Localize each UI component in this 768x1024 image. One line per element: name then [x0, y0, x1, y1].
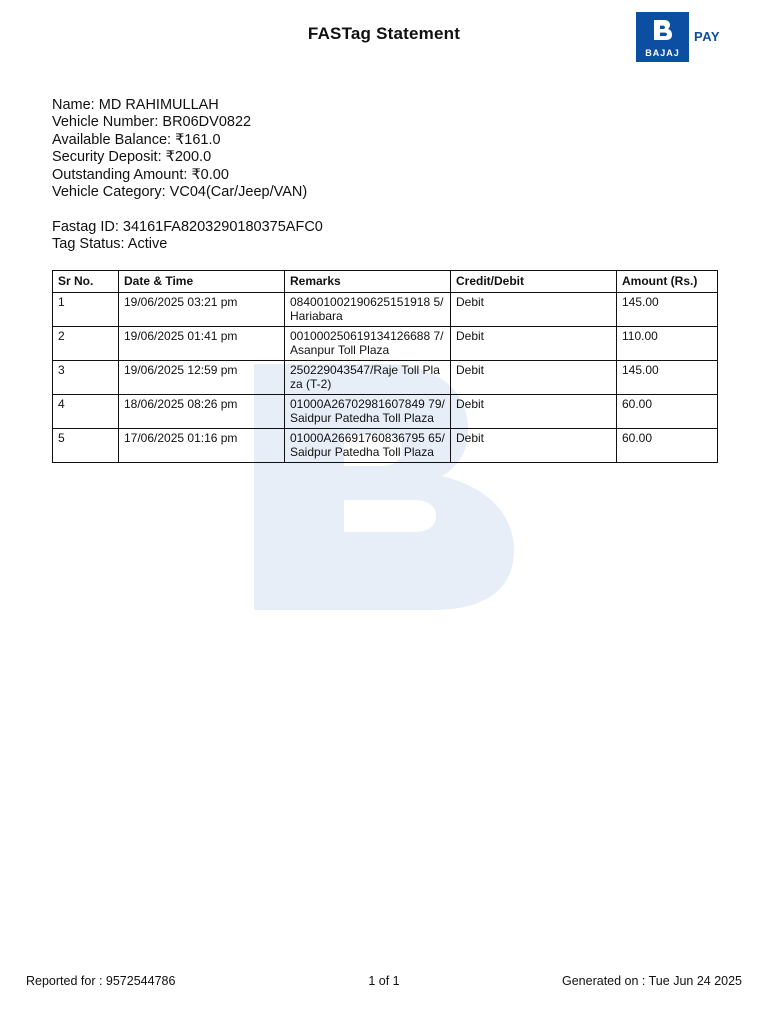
transactions-table — [52, 270, 718, 463]
cell-credit-debit: Debit — [451, 326, 617, 360]
cell-sr-no: 2 — [53, 326, 119, 360]
bajaj-b-icon — [653, 19, 673, 41]
cell-sr-no: 1 — [53, 292, 119, 326]
cell-amount: 145.00 — [617, 292, 718, 326]
account-details — [52, 97, 323, 254]
logo-pay-text: PAY — [694, 29, 721, 44]
cell-amount: 145.00 — [617, 360, 718, 394]
security-deposit: Security Deposit: ₹200.0 — [52, 149, 212, 166]
cell-date-time: 19/06/2025 03:21 pm — [119, 292, 285, 326]
footer-page-number: 1 of 1 — [368, 974, 400, 988]
table-row — [53, 326, 718, 360]
cell-sr-no: 5 — [53, 428, 119, 462]
table-header-row — [53, 271, 718, 293]
logo-box — [636, 12, 689, 62]
cell-sr-no: 4 — [53, 394, 119, 428]
cell-amount: 60.00 — [617, 428, 718, 462]
table-row — [53, 292, 718, 326]
cell-amount: 60.00 — [617, 394, 718, 428]
outstanding-amount: Outstanding Amount: ₹0.00 — [52, 166, 229, 183]
available-balance: Available Balance: ₹161.0 — [52, 131, 221, 148]
cell-remarks: 084001002190625151918 5/Hariabara — [285, 292, 451, 326]
tag-status: Tag Status: Active — [52, 236, 168, 253]
cell-credit-debit: Debit — [451, 394, 617, 428]
cell-date-time: 19/06/2025 12:59 pm — [119, 360, 285, 394]
cell-sr-no: 3 — [53, 360, 119, 394]
header-credit-debit: Credit/Debit — [451, 271, 617, 293]
cell-remarks: 001000250619134126688 7/Asanpur Toll Plaza — [285, 326, 451, 360]
table-row — [53, 360, 718, 394]
footer-reported-for: Reported for : 9572544786 — [26, 974, 176, 988]
cell-credit-debit: Debit — [451, 360, 617, 394]
cell-remarks: 250229043547/Raje Toll Plaza (T-2) — [285, 360, 451, 394]
header-date-time: Date & Time — [119, 271, 285, 293]
cell-remarks: 01000A26691760836795 65/Saidpur Patedha Toll Plaza — [285, 428, 451, 462]
cell-remarks: 01000A26702981607849 79/Saidpur Patedha Toll Plaza — [285, 394, 451, 428]
cell-date-time: 19/06/2025 01:41 pm — [119, 326, 285, 360]
fastag-id: Fastag ID: 34161FA8203290180375AFC0 — [52, 218, 323, 235]
footer-generated-on: Generated on : Tue Jun 24 2025 — [562, 974, 742, 988]
bajaj-pay-logo — [636, 12, 736, 64]
table-row — [53, 428, 718, 462]
cell-credit-debit: Debit — [451, 292, 617, 326]
header-remarks: Remarks — [285, 271, 451, 293]
header-amount: Amount (Rs.) — [617, 271, 718, 293]
table-row — [53, 394, 718, 428]
vehicle-number: Vehicle Number: BR06DV0822 — [52, 114, 252, 131]
cell-amount: 110.00 — [617, 326, 718, 360]
details-spacer — [52, 201, 323, 218]
header-sr-no: Sr No. — [53, 271, 119, 293]
cell-date-time: 17/06/2025 01:16 pm — [119, 428, 285, 462]
customer-name: Name: MD RAHIMULLAH — [52, 97, 219, 113]
cell-date-time: 18/06/2025 08:26 pm — [119, 394, 285, 428]
vehicle-category: Vehicle Category: VC04(Car/Jeep/VAN) — [52, 184, 308, 201]
cell-credit-debit: Debit — [451, 428, 617, 462]
logo-brand-text: BAJAJ — [645, 48, 680, 58]
page-title: FASTag Statement — [307, 24, 461, 43]
